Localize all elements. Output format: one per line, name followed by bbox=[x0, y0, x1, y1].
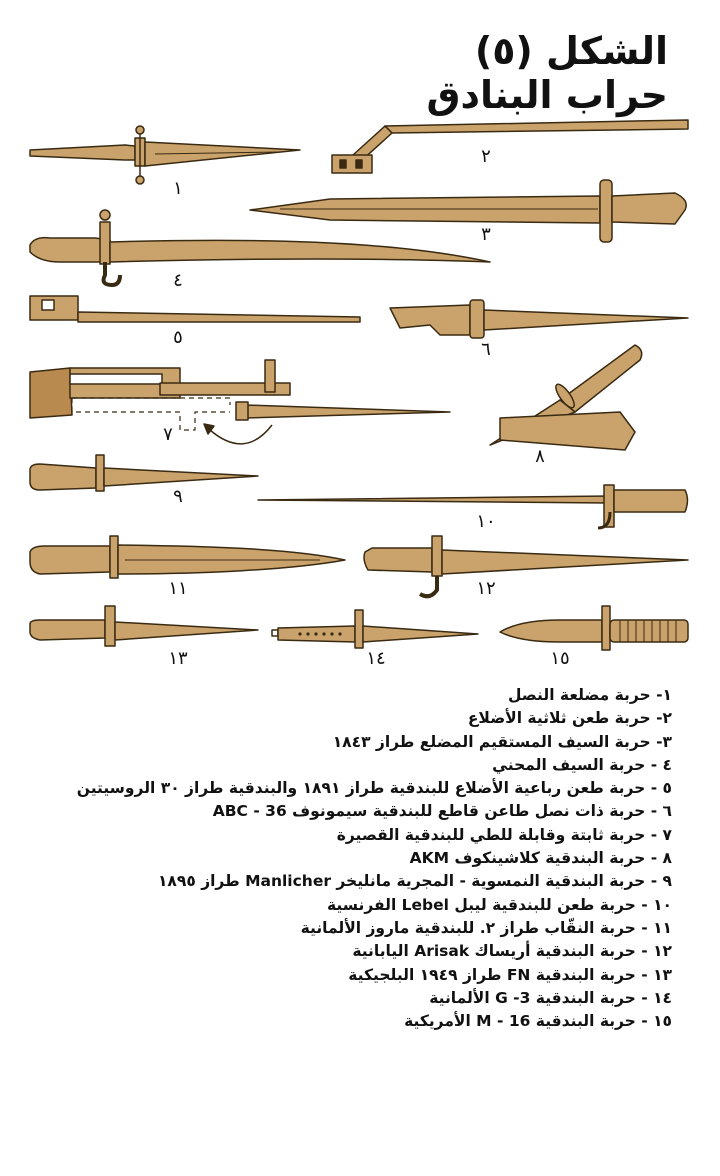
legend-item: ١٠ - حربة طعن للبندقية ليبل Lebel الفرنسية bbox=[327, 895, 672, 914]
bayonet-2-drawing bbox=[332, 120, 688, 173]
bayonet-7-drawing bbox=[30, 360, 450, 444]
figure-number-10: ١٠ bbox=[476, 511, 496, 532]
legend-item: ١٥ - حربة البندقية M - 16 الأمريكية bbox=[404, 1012, 672, 1031]
figure-number-11: ١١ bbox=[168, 578, 188, 599]
figure-number-13: ١٣ bbox=[168, 648, 188, 669]
bayonet-6-drawing bbox=[390, 300, 688, 338]
figure-number-2: ٢ bbox=[481, 146, 491, 167]
bayonet-1-drawing bbox=[30, 126, 300, 184]
figure-number-4: ٤ bbox=[173, 270, 183, 291]
bayonet-3-drawing bbox=[250, 180, 686, 242]
legend-item: ٩ - حربة البندقية النمسوية - المجرية مانليخر Manlicher طراز ١٨٩٥ bbox=[157, 872, 672, 891]
legend-item: ٥ - حربة طعن رباعية الأضلاع للبندقية طراز ١٨٩١ والبندقية طراز ٣٠ الروسيتين bbox=[76, 779, 672, 798]
legend-item: ١٣ - حربة البندقية FN طراز ١٩٤٩ البلجيكية bbox=[348, 965, 672, 984]
bayonet-12-drawing bbox=[364, 536, 688, 596]
bayonet-5-drawing bbox=[30, 296, 360, 322]
figure-number-1: ١ bbox=[173, 178, 183, 199]
figure-number-8: ٨ bbox=[535, 446, 545, 467]
legend-item: ١٤ - حربة البندقية G -3 الألمانية bbox=[429, 988, 672, 1007]
bayonet-10-drawing bbox=[258, 485, 688, 528]
bayonet-15-drawing bbox=[500, 606, 688, 650]
legend-item: ١- حربة مضلعة النصل bbox=[507, 686, 672, 704]
bayonet-14-drawing bbox=[272, 610, 478, 648]
bayonet-9-drawing bbox=[30, 455, 258, 491]
legend-item: ٧ - حربة ثابتة وقابلة للطي للبندقية القصيرة bbox=[336, 825, 672, 844]
legend-list bbox=[22, 684, 672, 1033]
bayonet-11-drawing bbox=[30, 536, 345, 578]
legend-item: ٣- حربة السيف المستقيم المضلع طراز ١٨٤٣ bbox=[332, 732, 672, 751]
figure-number-15: ١٥ bbox=[550, 648, 570, 669]
figure-number-9: ٩ bbox=[173, 486, 183, 507]
figure-title bbox=[426, 30, 668, 117]
figure-number-14: ١٤ bbox=[366, 648, 386, 669]
legend-item: ٤ - حربة السيف المحني bbox=[492, 755, 672, 774]
figure-number-3: ٣ bbox=[481, 224, 491, 245]
legend-item: ٢- حربة طعن ثلاثية الأضلاع bbox=[467, 709, 672, 728]
bayonet-13-drawing bbox=[30, 606, 258, 646]
figure-title-line1: الشكل (٥) bbox=[474, 29, 668, 73]
figure-number-6: ٦ bbox=[481, 339, 491, 360]
bayonet-8-drawing bbox=[490, 345, 642, 450]
figure-number-12: ١٢ bbox=[476, 578, 496, 599]
figure-number-7: ٧ bbox=[163, 424, 173, 445]
legend-item: ١٢ - حربة البندقية أريساك Arisak اليابانية bbox=[352, 942, 672, 961]
legend-item: ١١ - حربة النقّاب طراز ٢. للبندقية ماروز الألمانية bbox=[300, 918, 672, 937]
legend-item: ٨ - حربة البندقية كلاشينكوف AKM bbox=[409, 849, 672, 868]
bayonets-illustration bbox=[0, 110, 720, 680]
figure-number-5: ٥ bbox=[173, 327, 183, 348]
legend-item: ٦ - حربة ذات نصل طاعن قاطع للبندقية سيمونوف 36 - ABC bbox=[212, 802, 672, 821]
figure-title-line2: حراب البنادق bbox=[426, 72, 668, 117]
